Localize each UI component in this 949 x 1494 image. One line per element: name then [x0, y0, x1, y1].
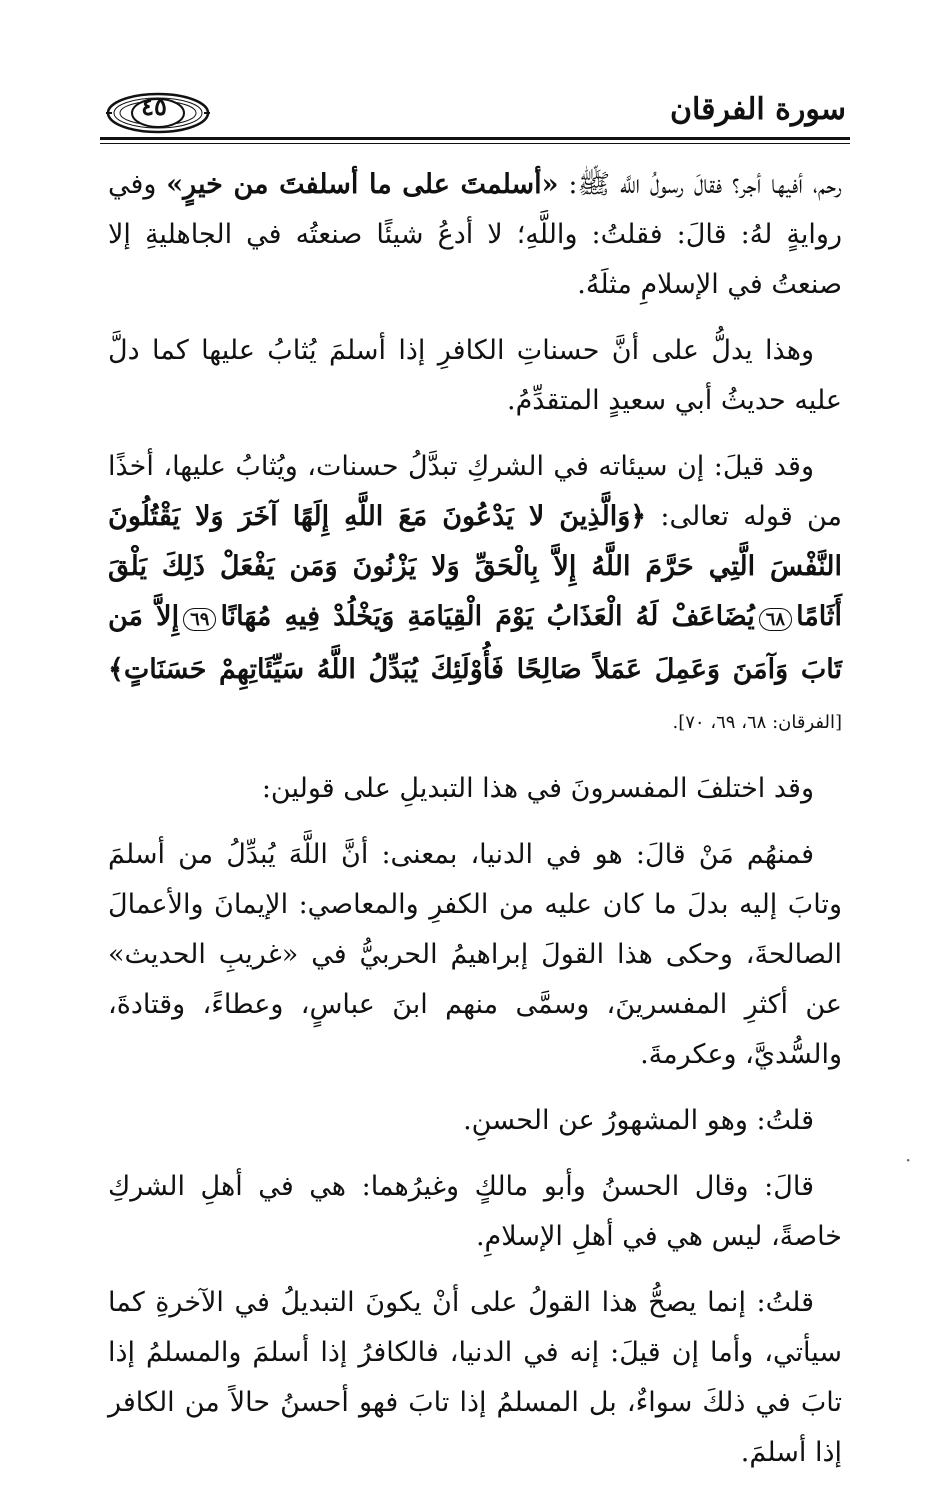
- page-number: ٤٥: [141, 92, 167, 121]
- paragraph-1: [108, 160, 842, 310]
- header-rule-thin: [100, 143, 850, 144]
- surah-title: سورة الفرقان: [669, 92, 846, 127]
- margin-dot: ·: [905, 1148, 912, 1172]
- hadith-quote: «أسلمتَ على ما أسلفتَ من خيرٍ»: [166, 169, 559, 200]
- verse-number-68: ٦٨: [759, 608, 792, 631]
- header-rule-thick: [100, 137, 850, 140]
- page-body: [108, 160, 842, 1494]
- verse-reference: [الفرقان: ٦٨، ٦٩، ٧٠].: [672, 712, 842, 733]
- paragraph-3: [108, 442, 842, 748]
- paragraph-1-text-b: وفي روايةٍ لهُ: قالَ: فقلتُ: واللَّهِ؛ لا أدعُ شيئًا صنعتُه في الجاهليةِ إلا صنعتُ في الإسلامِ مثلَهُ.: [108, 169, 842, 300]
- page-header: [100, 84, 850, 148]
- paragraph-1-text-a: رحم، أفيها أجر؟ فقالَ رسولُ اللَّه ﷺ:: [558, 169, 842, 200]
- paragraph-2: وهذا يدلُّ على أنَّ حسناتِ الكافرِ إذا أسلمَ يُثابُ عليها كما دلَّ عليه حديثُ أبي سعيدٍ المتقدِّمُ.: [108, 335, 842, 416]
- paragraph-8: قلتُ: إنما يصحُّ هذا القولُ على أنْ يكونَ التبديلُ في الآخرةِ كما سيأتي، وأما إن قيلَ: إنه في الدنيا، فالكافرُ إذا أسلمَ والمسلمُ إذا تابَ في ذلكَ سواءٌ، بل المسلمُ إذا تابَ فهو أحسنُ حالاً من الكافر إذا أسلمَ.: [108, 1287, 842, 1468]
- paragraph-4: وقد اختلفَ المفسرونَ في هذا التبديلِ على قولين:: [261, 773, 814, 804]
- paragraph-6: قلتُ: وهو المشهورُ عن الحسنِ.: [463, 1105, 814, 1136]
- quran-verse-part-2: يُضَاعَفْ لَهُ الْعَذَابُ يَوْمَ الْقِيَامَةِ وَيَخْلُدْ فِيهِ مُهَانًا: [220, 601, 755, 632]
- quran-verse-part-1: ﴿وَالَّذِينَ لا يَدْعُونَ مَعَ اللَّهِ إِلَهًا آخَرَ وَلا يَقْتُلُونَ النَّفْسَ الَّتِي حَرَّمَ اللَّهُ إِلاَّ بِالْحَقِّ وَلا يَزْنُونَ وَمَن يَفْعَلْ ذَلِكَ يَلْقَ أَثَامًا: [108, 501, 843, 632]
- paragraph-7: قالَ: وقال الحسنُ وأبو مالكٍ وغيرُهما: هي في أهلِ الشركِ خاصةً، ليس هي في أهلِ الإسلامِ.: [108, 1171, 842, 1252]
- verse-number-69: ٦٩: [183, 608, 216, 631]
- paragraph-3-text: وقد قيلَ: إن سيئاته في الشركِ تبدَّلُ حسنات، ويُثابُ عليها، أخذًا من قوله تعالى:: [108, 451, 843, 532]
- paragraph-5: فمنهُم مَنْ قالَ: هو في الدنيا، بمعنى: أنَّ اللَّهَ يُبدِّلُ من أسلمَ وتابَ إليه بدلَ ما كان عليه من الكفرِ والمعاصي: الإيمانَ والأعمالَ الصالحةَ، وحكى هذا القولَ إبراهيمُ الحربيُّ في «غريبِ الحديث» عن أكثرِ المفسرينَ، وسمَّى منهم ابنَ عباسٍ، وعطاءً، وقتادةَ، والسُّديَّ، وعكرمةَ.: [108, 839, 842, 1070]
- quran-verse-part-3: إِلاَّ مَن تَابَ وَآمَنَ وَعَمِلَ عَمَلاً صَالِحًا فَأُوْلَئِكَ يُبَدِّلُ اللَّهُ سَيِّئَاتِهِمْ حَسَنَاتٍ﴾: [108, 601, 842, 685]
